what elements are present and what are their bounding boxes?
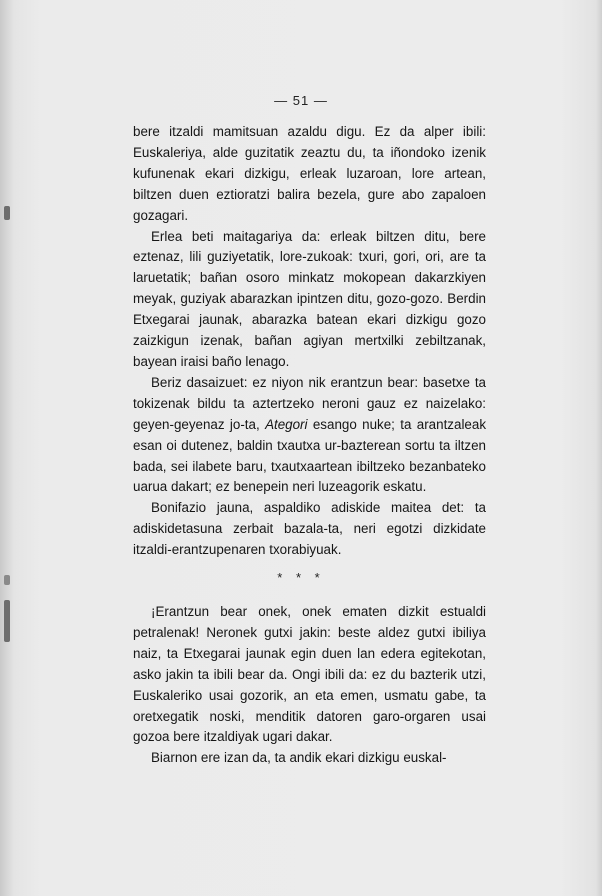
section-separator: * * * [277,570,325,585]
paragraph: Erlea beti maitagariya da: erleak biltzen ditu, bere eztenaz, lili guziyetatik, lore-zukoak: txuri, gori, ori, are ta laruetatik; bañan osoro minkatz mokopean dakarzkiyen meyak, guziyak abarazkan ipintzen ditu, gozo-gozo. Berdin Etxegarai jaunak, abarazka batean ekari dizkigu gozo zaizkigun izenak, bañan agiyan mertxilki zebiltzanak, bayean iraisi baño lenago. [133,228,486,369]
binding-mark [4,206,10,220]
paragraph [133,373,486,498]
paragraph-text: Beriz dasaizuet: ez niyon nik erantzun bear: basetxe ta tokizenak bildu ta aztertzeko neroni gauz ez naizelako: geyen-geyenaz jo-ta, [133,374,486,432]
paragraph: Bonifazio jauna, aspaldiko adiskide maitea det: ta adiskidetasuna zerbait bazala-ta, neri egotzi dizkidate itzaldi-erantzupenaren txorabiyuak. [133,500,486,558]
binding-mark [4,600,10,642]
page-number: — 51 — [274,93,328,108]
paragraph: Biarnon ere izan da, ta andik ekari dizkigu euskal- [151,750,447,766]
paragraph: bere itzaldi mamitsuan azaldu digu. Ez da alper ibili: Euskaleriya, alde guzitatik zeaztu du, ta iñondoko izenik kufunenak ekari dizkigu, erleak luzaroan, lore artean, biltzen duen eztioratzi balira bezela, gure abo zapaloen gozagari. [133,124,486,223]
paragraph: ¡Erantzun bear onek, onek ematen dizkit estualdi petralenak! Neronek gutxi jakin: beste aldez gutxi ibiliya naiz, ta Etxegarai jaunak egin duen lan edera egitekotan, asko jakin ta ibili bear da. Ongi ibili da: ez du bazterik utzi, Euskaleriko usai gozorik, an eta emen, usmatu gabe, ta oretxegatik noski, menditik datoren garo-orgaren usai gozoa bere itzaldiyak ugari dakar. [133,604,486,745]
text-block-top [133,122,486,561]
italic-term: Ategori [265,416,308,432]
text-block-bottom [133,602,486,769]
paragraph-text: esango nuke; ta arantzaleak esan oi dutenez, baldin txautxa ur-bazterean sortu ta iltzen bada, sei ilabete baru, txautxaartean ibiltzeko bezanbateko uarua dakart; ez benepein neri luzeagorik eskatu. [133,416,487,495]
